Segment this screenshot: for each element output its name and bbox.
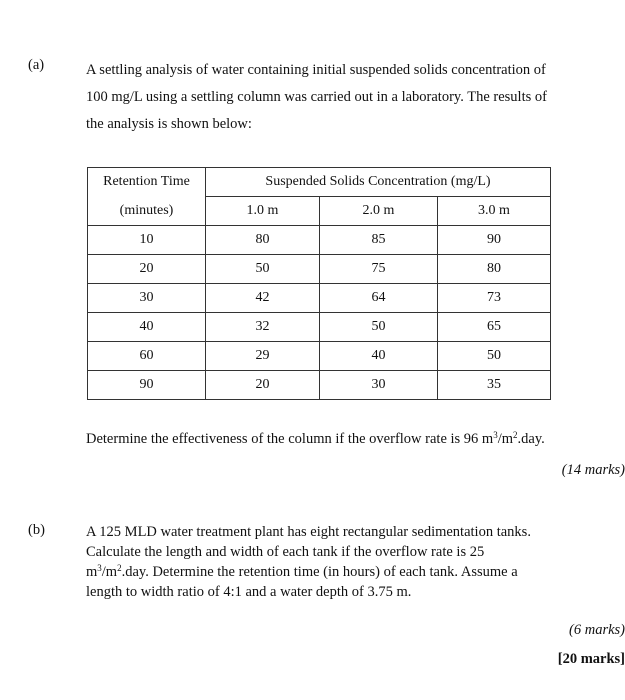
question-label-b: (b) (28, 522, 45, 538)
table-cell: 90 (438, 226, 551, 255)
table-cell: 20 (206, 371, 320, 400)
concentration-header: Suspended Solids Concentration (mg/L) (206, 168, 551, 197)
table-cell: 73 (438, 284, 551, 313)
intro-line-2: 100 mg/L using a settling column was carried out in a laboratory. The results of (86, 89, 547, 105)
table-cell: 60 (88, 342, 206, 371)
retention-unit-header: (minutes) (88, 197, 206, 226)
table-cell: 50 (438, 342, 551, 371)
retention-time-header: Retention Time (88, 168, 206, 197)
task-text-prefix: Determine the effectiveness of the column if the overflow rate is 96 m (86, 431, 494, 447)
table-cell: 50 (206, 255, 320, 284)
table-cell: 20 (88, 255, 206, 284)
b-line-4: length to width ratio of 4:1 and a water depth of 3.75 m. (86, 584, 412, 600)
table-cell: 10 (88, 226, 206, 255)
table-row (88, 313, 551, 342)
table-cell: 40 (320, 342, 438, 371)
table-cell: 30 (88, 284, 206, 313)
table-cell: 80 (206, 226, 320, 255)
b-line-3-prefix: m (86, 564, 98, 580)
table-cell: 90 (88, 371, 206, 400)
table-cell: 32 (206, 313, 320, 342)
table-cell: 64 (320, 284, 438, 313)
marks-b: (6 marks) (569, 622, 625, 638)
question-a-intro (86, 57, 616, 138)
depth-header-1: 1.0 m (206, 197, 320, 226)
depth-header-3: 3.0 m (438, 197, 551, 226)
question-label-a: (a) (28, 57, 45, 73)
table-cell: 42 (206, 284, 320, 313)
table-cell: 29 (206, 342, 320, 371)
b-sup-2: 2 (117, 563, 122, 573)
question-b-text (86, 522, 616, 602)
table-cell: 75 (320, 255, 438, 284)
task-text-mid: /m (497, 431, 514, 447)
b-line-3-mid: /m (101, 564, 118, 580)
table-header-row-1 (88, 168, 551, 197)
table-row (88, 284, 551, 313)
table-cell: 35 (438, 371, 551, 400)
table-cell: 30 (320, 371, 438, 400)
intro-line-1: A settling analysis of water containing initial suspended solids concentration of (86, 62, 546, 78)
b-line-3 (86, 562, 616, 582)
intro-line-3: the analysis is shown below: (86, 116, 252, 132)
table-row (88, 226, 551, 255)
table-cell: 80 (438, 255, 551, 284)
task-sup-3: 3 (493, 430, 498, 440)
b-sup-3: 3 (97, 563, 102, 573)
b-line-2: Calculate the length and width of each tank if the overflow rate is 25 (86, 544, 485, 560)
table-cell: 85 (320, 226, 438, 255)
total-marks: [20 marks] (557, 651, 625, 667)
table-header-row-2 (88, 197, 551, 226)
table-row (88, 255, 551, 284)
task-text-suffix: .day. (517, 431, 545, 447)
table-row (88, 371, 551, 400)
marks-a: (14 marks) (561, 462, 625, 478)
table-row (88, 342, 551, 371)
question-a-task (86, 426, 616, 453)
table-cell: 50 (320, 313, 438, 342)
b-line-3-suffix: .day. Determine the retention time (in hours) of each tank. Assume a (121, 564, 518, 580)
table-cell: 65 (438, 313, 551, 342)
depth-header-2: 2.0 m (320, 197, 438, 226)
b-line-1: A 125 MLD water treatment plant has eight rectangular sedimentation tanks. (86, 524, 531, 540)
settling-results-table (87, 167, 551, 400)
task-sup-2: 2 (513, 430, 518, 440)
table-cell: 40 (88, 313, 206, 342)
